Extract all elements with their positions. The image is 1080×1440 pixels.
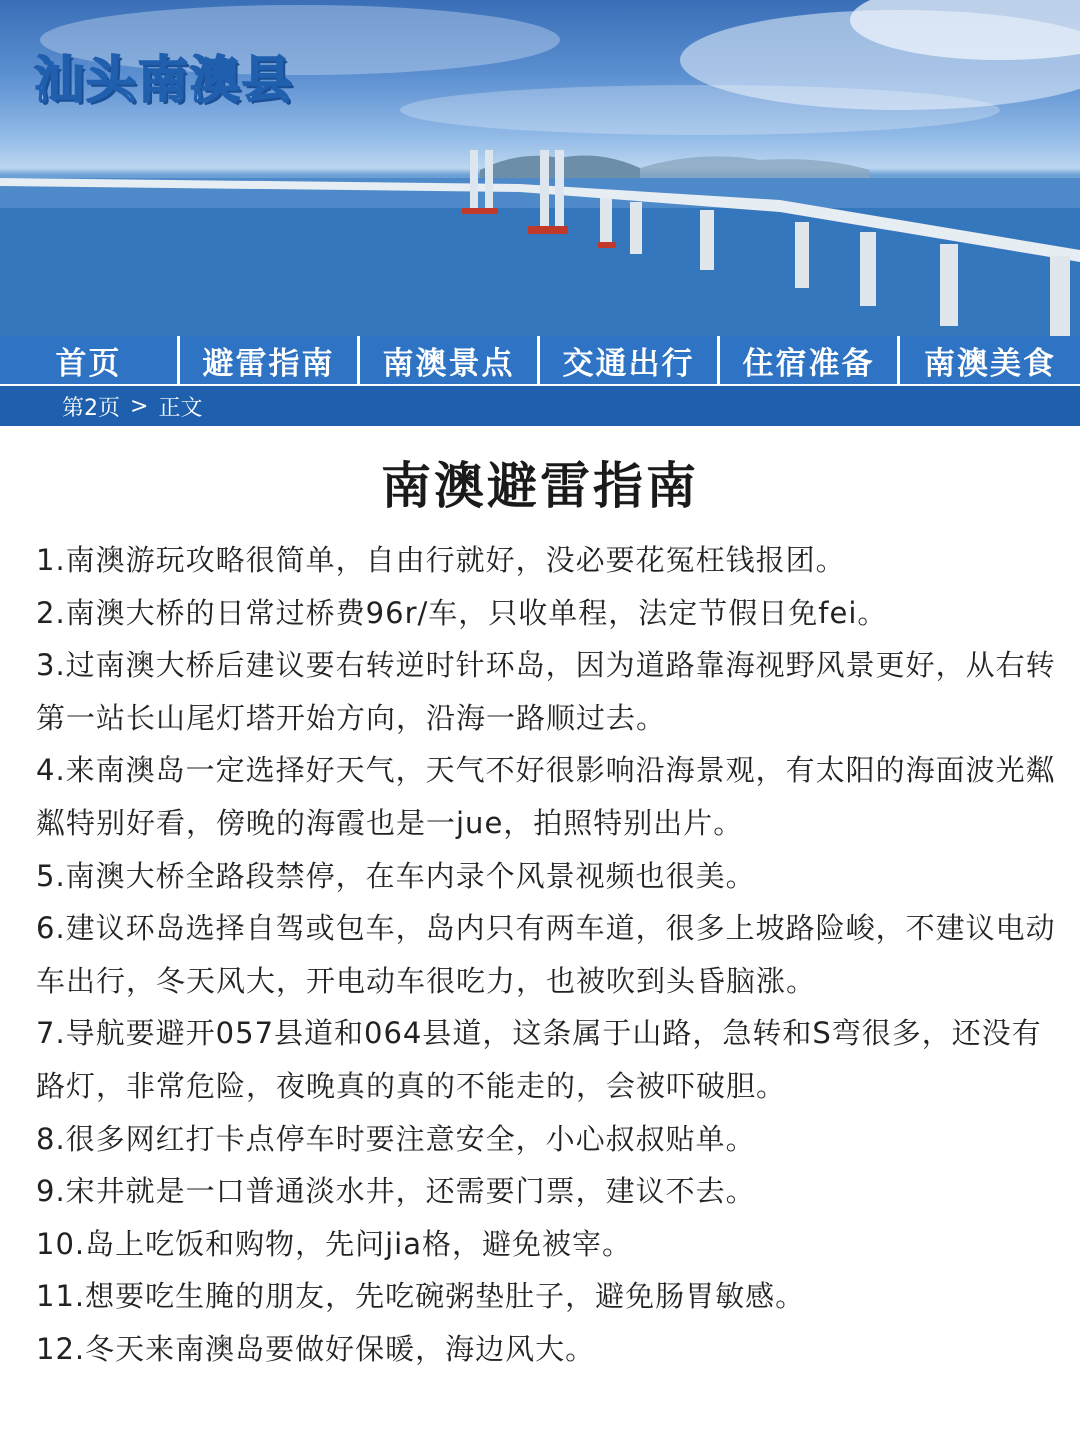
nav-item-food[interactable]: 南澳美食	[924, 345, 1056, 382]
header-banner	[0, 0, 1080, 336]
nav-item-transport[interactable]: 交通出行	[540, 336, 720, 384]
main-nav	[0, 336, 1080, 384]
list-item: 7.导航要避开057县道和064县道，这条属于山路，急转和S弯很多，还没有路灯，非常危险，夜晚真的真的不能走的，会被吓破胆。	[36, 1016, 1042, 1103]
breadcrumb	[0, 384, 1080, 426]
list-item: 5.南澳大桥全路段禁停，在车内录个风景视频也很美。	[36, 858, 756, 893]
breadcrumb-current: 正文	[158, 395, 203, 421]
list-item: 12.冬天来南澳岛要做好保暖，海边风大。	[36, 1331, 596, 1366]
list-item: 1.南澳游玩攻略很简单，自由行就好，没必要花冤枉钱报团。	[36, 543, 846, 577]
list-item: 4.来南澳岛一定选择好天气，天气不好很影响沿海景观，有太阳的海面波光粼粼特别好看，傍晚的海霞也是一jue，拍照特别出片。	[36, 753, 1056, 840]
list-item: 9.宋井就是一口普通淡水井，还需要门票，建议不去。	[36, 1174, 756, 1209]
list-item: 10.岛上吃饭和购物，先问jia格，避免被宰。	[36, 1226, 633, 1261]
nav-item-home[interactable]: 首页	[0, 336, 180, 384]
nav-item-attractions[interactable]: 南澳景点	[360, 336, 540, 384]
breadcrumb-separator: >	[130, 393, 149, 419]
nav-item-avoid-guide[interactable]: 避雷指南	[180, 336, 360, 384]
list-item: 8.很多网红打卡点停车时要注意安全，小心叔叔贴单。	[36, 1121, 756, 1156]
breadcrumb-page[interactable]: 第2页	[62, 395, 120, 421]
site-title: 汕头南澳县	[34, 51, 294, 109]
list-item: 2.南澳大桥的日常过桥费96r/车，只收单程，法定节假日免fei。	[36, 595, 888, 630]
page-title: 南澳避雷指南	[381, 457, 699, 515]
list-item: 6.建议环岛选择自驾或包车，岛内只有两车道，很多上坡路险峻，不建议电动车出行，冬天风大，开电动车很吃力，也被吹到头昏脑涨。	[36, 911, 1056, 998]
list-item: 3.过南澳大桥后建议要右转逆时针环岛，因为道路靠海视野风景更好，从右转第一站长山尾灯塔开始方向，沿海一路顺过去。	[36, 648, 1056, 735]
nav-item-lodging[interactable]: 住宿准备	[720, 336, 900, 384]
list-item: 11.想要吃生腌的朋友，先吃碗粥垫肚子，避免肠胃敏感。	[36, 1279, 806, 1314]
article-body	[36, 534, 1056, 1376]
